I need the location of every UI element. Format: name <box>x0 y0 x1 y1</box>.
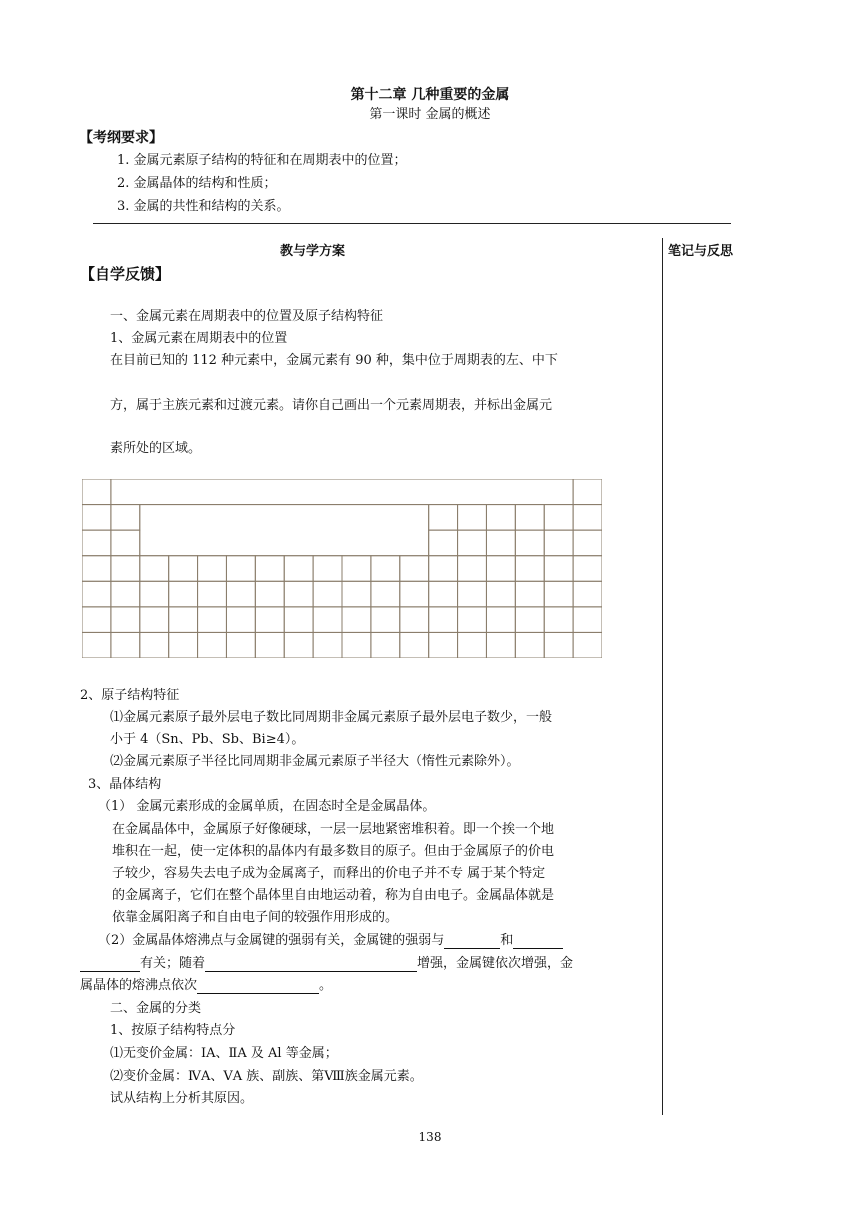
periodic-table-cell <box>458 632 487 658</box>
section1-sub3-para-line-3: 子较少，容易失去电子成为金属离子，而释出的价电子并不专 属于某个特定 <box>112 866 546 881</box>
periodic-table-cell <box>515 556 544 582</box>
periodic-table-cell <box>400 581 429 607</box>
section1-sub1-line-1: 在目前已知的 112 种元素中，金属元素有 90 种，集中位于周期表的左、中下 <box>110 353 558 368</box>
requirement-item-2: 2. 金属晶体的结构和性质； <box>117 176 277 191</box>
periodic-table-cell <box>573 607 602 633</box>
periodic-table-cell <box>82 479 111 505</box>
periodic-table-cell <box>111 607 140 633</box>
periodic-table-cell <box>284 607 313 633</box>
section1-sub3-item-2-line-1 <box>98 933 563 949</box>
periodic-table-cell <box>342 632 371 658</box>
periodic-table-grid <box>82 479 602 658</box>
section1-sub2-line-2: 小于 4（Sn、Pb、Sb、Bi≥4）。 <box>110 732 305 747</box>
section1-sub1-title: 1、金属元素在周期表中的位置 <box>110 331 288 346</box>
periodic-table-cell <box>515 581 544 607</box>
periodic-table-cell <box>140 556 169 582</box>
main-column-heading: 教与学方案 <box>280 244 346 259</box>
periodic-table-cell <box>458 556 487 582</box>
periodic-table-cell <box>169 556 198 582</box>
periodic-table-cell <box>111 581 140 607</box>
periodic-table-cell <box>111 505 140 531</box>
item2-and: 和 <box>500 933 514 948</box>
fill-blank-3[interactable] <box>80 958 140 972</box>
periodic-table-cell <box>226 607 255 633</box>
requirement-item-3: 3. 金属的共性和结构的关系。 <box>117 199 290 214</box>
periodic-table-cell <box>342 581 371 607</box>
section1-sub1-line-3: 素所处的区域。 <box>110 441 202 456</box>
periodic-table-cell <box>515 505 544 531</box>
section1-sub3-para-line-4: 的金属离子，它们在整个晶体里自由地运动着，称为自由电子。金属晶体就是 <box>112 888 555 903</box>
periodic-table-cell <box>255 556 284 582</box>
periodic-table-cell <box>544 556 573 582</box>
periodic-table-cell <box>198 581 227 607</box>
section1-sub3-item-2-line-2 <box>80 956 573 972</box>
section1-sub3-item-2-line-3 <box>80 978 332 994</box>
section1-sub3-para-line-1: 在金属晶体中，金属原子好像硬球，一层一层地紧密堆积着。即一个挨一个地 <box>112 822 555 837</box>
periodic-table-cell <box>169 632 198 658</box>
section1-sub2-title: 2、原子结构特征 <box>80 688 180 703</box>
periodic-table-cell <box>313 556 342 582</box>
periodic-table-cell <box>371 556 400 582</box>
feedback-heading: 【自学反馈】 <box>80 265 171 283</box>
periodic-table-cell-gap <box>140 505 429 556</box>
periodic-table-cell <box>486 556 515 582</box>
page-number: 138 <box>418 1130 442 1144</box>
periodic-table-cell <box>169 607 198 633</box>
periodic-table-cell <box>226 632 255 658</box>
periodic-table-cell <box>544 607 573 633</box>
periodic-table-cell <box>573 556 602 582</box>
periodic-table-cell <box>429 505 458 531</box>
fill-blank-1[interactable] <box>444 935 500 949</box>
periodic-table-cell <box>429 530 458 556</box>
periodic-table-cell <box>82 607 111 633</box>
periodic-table-cell <box>111 632 140 658</box>
requirements-heading: 【考纲要求】 <box>79 130 163 146</box>
requirement-item-1: 1. 金属元素原子结构的特征和在周期表中的位置； <box>117 153 407 168</box>
periodic-table-cell <box>82 530 111 556</box>
periodic-table-cell <box>458 581 487 607</box>
section1-sub3-title: 3、晶体结构 <box>88 777 162 792</box>
periodic-table-cell <box>544 632 573 658</box>
periodic-table-cell <box>573 632 602 658</box>
periodic-table-cell <box>284 632 313 658</box>
section2-sub1-title: 1、按原子结构特点分 <box>110 1023 236 1038</box>
periodic-table-cell <box>313 632 342 658</box>
periodic-table-cell <box>82 581 111 607</box>
periodic-table-cell <box>140 581 169 607</box>
periodic-table-cell <box>486 607 515 633</box>
periodic-table-cell <box>544 530 573 556</box>
item2-end: 。 <box>319 978 333 993</box>
periodic-table-cell <box>313 581 342 607</box>
section1-sub3-para-line-5: 依靠金属阳离子和自由电子间的较强作用形成的。 <box>112 910 399 925</box>
periodic-table-cell <box>226 581 255 607</box>
periodic-table-cell <box>140 632 169 658</box>
periodic-table-cell <box>111 530 140 556</box>
fill-blank-2[interactable] <box>513 935 563 949</box>
section1-sub3-item-1: （1） 金属元素形成的金属单质，在固态时全是金属晶体。 <box>98 799 436 814</box>
section2-line-1: ⑴无变价金属：ⅠA、ⅡA 及 Al 等金属； <box>110 1046 338 1061</box>
fill-blank-5[interactable] <box>197 980 319 994</box>
periodic-table-cell <box>226 556 255 582</box>
periodic-table-cell <box>198 632 227 658</box>
periodic-table-cell <box>429 607 458 633</box>
periodic-table-cell <box>486 581 515 607</box>
periodic-table-cell <box>313 607 342 633</box>
periodic-table-cell <box>284 556 313 582</box>
notes-column-divider <box>662 238 663 1115</box>
notes-column-heading: 笔记与反思 <box>668 244 734 259</box>
periodic-table-cell <box>429 632 458 658</box>
lesson-title: 第一课时 金属的概述 <box>369 107 491 122</box>
periodic-table-cell <box>515 607 544 633</box>
periodic-table-cell <box>573 530 602 556</box>
periodic-table-cell <box>573 505 602 531</box>
section1-sub3-para-line-2: 堆积在一起，使一定体积的晶体内有最多数目的原子。但由于金属原子的价电 <box>112 844 555 859</box>
periodic-table-cell <box>458 530 487 556</box>
periodic-table-cell <box>371 632 400 658</box>
section2-title: 二、金属的分类 <box>110 1001 202 1016</box>
periodic-table-cell <box>429 556 458 582</box>
periodic-table-cell <box>342 556 371 582</box>
periodic-table-cell <box>111 556 140 582</box>
periodic-table-cell <box>573 479 602 505</box>
chapter-title: 第十二章 几种重要的金属 <box>350 87 510 103</box>
periodic-table-cell <box>198 556 227 582</box>
section1-title: 一、金属元素在周期表中的位置及原子结构特征 <box>110 309 384 324</box>
periodic-table-cell <box>82 505 111 531</box>
periodic-table-cell <box>371 581 400 607</box>
section2-line-2: ⑵变价金属：ⅣA、ⅤA 族、副族、第Ⅷ族金属元素。 <box>110 1069 423 1084</box>
periodic-table-cell <box>140 607 169 633</box>
section1-sub1-line-2: 方，属于主族元素和过渡元素。请你自己画出一个元素周期表，并标出金属元 <box>110 398 553 413</box>
periodic-table-cell <box>515 632 544 658</box>
section1-sub2-line-1: ⑴金属元素原子最外层电子数比同周期非金属元素原子最外层电子数少，一般 <box>110 710 553 725</box>
periodic-table-cell <box>284 581 313 607</box>
periodic-table-cell <box>169 581 198 607</box>
fill-blank-4[interactable] <box>205 958 417 972</box>
periodic-table-cell <box>515 530 544 556</box>
periodic-table-cell <box>198 607 227 633</box>
item2-text-a: （2）金属晶体熔沸点与金属键的强弱有关，金属键的强弱与 <box>98 933 445 948</box>
periodic-table-cell-gap <box>111 479 573 505</box>
item2-text-b: 有关；随着 <box>140 956 206 971</box>
periodic-table-cell <box>486 530 515 556</box>
item2-text-c: 增强，金属键依次增强，金 <box>417 956 574 971</box>
periodic-table-cell <box>371 607 400 633</box>
periodic-table-cell <box>544 505 573 531</box>
periodic-table-cell <box>82 632 111 658</box>
periodic-table-cell <box>255 607 284 633</box>
header-divider <box>93 223 731 224</box>
periodic-table-cell <box>255 632 284 658</box>
section2-line-3: 试从结构上分析其原因。 <box>110 1091 254 1106</box>
periodic-table-cell <box>255 581 284 607</box>
periodic-table-cell <box>400 607 429 633</box>
periodic-table-cell <box>486 632 515 658</box>
periodic-table-cell <box>82 556 111 582</box>
periodic-table-cell <box>573 581 602 607</box>
section1-sub2-line-3: ⑵金属元素原子半径比同周期非金属元素原子半径大（惰性元素除外）。 <box>110 754 520 769</box>
periodic-table-cell <box>400 632 429 658</box>
item2-text-d: 属晶体的熔沸点依次 <box>80 978 198 993</box>
periodic-table-cell <box>458 505 487 531</box>
periodic-table-cell <box>458 607 487 633</box>
periodic-table-cell <box>342 607 371 633</box>
periodic-table-cell <box>486 505 515 531</box>
periodic-table-cell <box>400 556 429 582</box>
periodic-table-cell <box>429 581 458 607</box>
periodic-table-cell <box>544 581 573 607</box>
